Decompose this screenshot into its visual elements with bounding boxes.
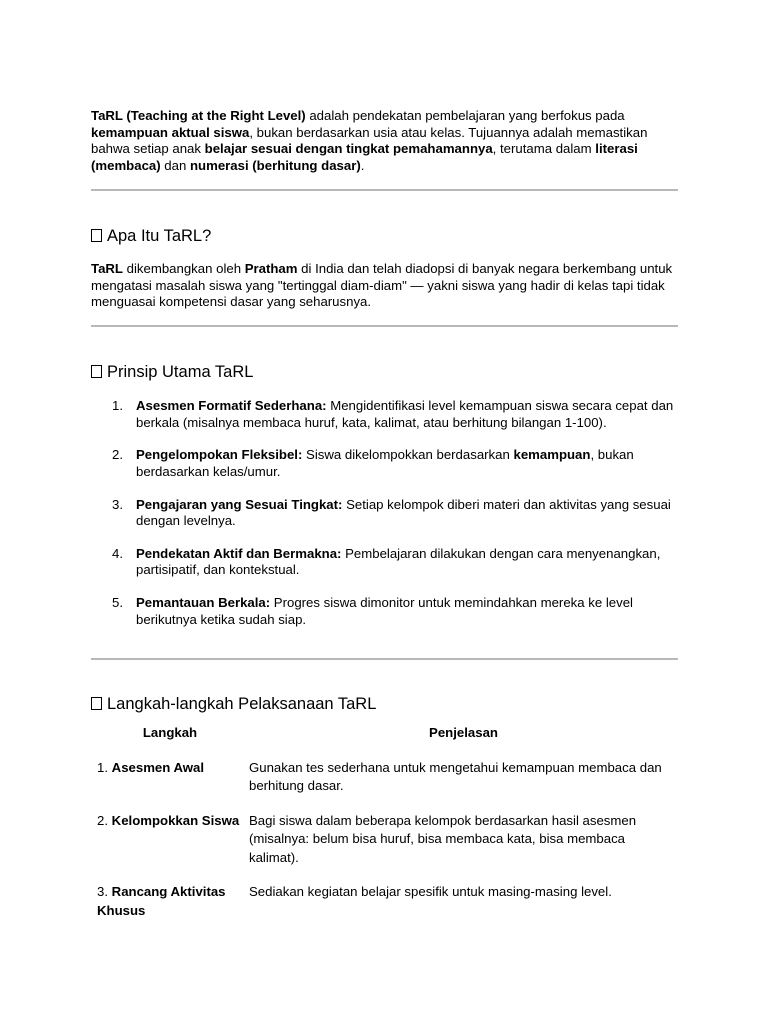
list-item-title: Asesmen Formatif Sederhana: <box>136 398 327 413</box>
divider <box>91 325 678 327</box>
list-item-text: Setiap kelompok diberi materi dan aktivitas yang sesuai dengan levelnya. <box>136 496 671 529</box>
step-name: Kelompokkan Siswa <box>111 812 240 828</box>
divider <box>91 189 678 191</box>
step-number: 1. <box>97 759 112 775</box>
section-heading-text: Langkah-langkah Pelaksanaan TaRL <box>107 695 377 713</box>
intro-text: . <box>360 157 365 173</box>
list-item <box>91 497 678 530</box>
section-heading-prinsip <box>91 362 253 382</box>
section-heading-text: Prinsip Utama TaRL <box>107 363 254 381</box>
list-item <box>91 447 678 480</box>
list-item-title: Pengajaran yang Sesuai Tingkat: <box>136 496 343 512</box>
missing-glyph-icon <box>91 229 102 242</box>
intro-term: TaRL (Teaching at the Right Level) <box>91 108 306 123</box>
list-item-text: Progres siswa dimonitor untuk memindahkan mereka ke level berikutnya ketika sudah siap. <box>136 595 633 627</box>
list-item-number: 5. <box>112 595 123 611</box>
section-heading-langkah <box>91 694 376 714</box>
principles-list <box>91 398 678 644</box>
list-item <box>91 546 678 579</box>
description-cell: Gunakan tes sederhana untuk mengetahui kemampuan membaca dan berhitung dasar. <box>249 759 662 793</box>
intro-emphasis: kemampuan aktual siswa <box>91 124 250 140</box>
divider <box>91 658 678 660</box>
intro-text: , terutama dalam <box>492 141 596 156</box>
section1-text: di India dan telah diadopsi di banyak negara berkembang untuk mengatasi masalah siswa yang "tertinggal diam-diam" — yakni siswa yang hadir di kelas tapi tidak menguasai kompetensi dasar yang seharusnya. <box>91 261 673 309</box>
description-cell: Sediakan kegiatan belajar spesifik untuk masing-masing level. <box>249 884 612 899</box>
column-header-langkah: Langkah <box>142 725 198 740</box>
section-heading-apa-itu <box>91 226 211 246</box>
step-name: Rancang Aktivitas Khusus <box>97 884 226 918</box>
list-item-title: Pengelompokan Fleksibel: <box>136 447 303 463</box>
section1-text: dikembangkan oleh <box>123 261 245 276</box>
steps-table <box>91 724 678 936</box>
list-item-number: 3. <box>112 496 123 512</box>
list-item-text: Siswa dikelompokkan berdasarkan <box>302 447 514 463</box>
step-number: 2. <box>97 812 112 828</box>
section1-paragraph <box>91 261 678 311</box>
column-header-penjelasan: Penjelasan <box>429 725 498 740</box>
list-item-title: Pemantauan Berkala: <box>136 595 271 611</box>
section-heading-text: Apa Itu TaRL? <box>107 227 212 245</box>
table-row <box>91 883 678 936</box>
list-item <box>91 595 678 628</box>
list-item-text: , bukan berdasarkan kelas/umur. <box>136 447 634 479</box>
list-item-text: Mengidentifikasi level kemampuan siswa secara cepat dan berkala (misalnya membaca huruf, kata, kalimat, atau berhitung bilangan 1-100). <box>136 398 674 430</box>
table-row <box>91 759 678 812</box>
missing-glyph-icon <box>91 365 102 378</box>
list-item-text: Pembelajaran dilakukan dengan cara menyenangkan, partisipatif, dan kontekstual. <box>136 545 661 578</box>
step-number: 3. <box>97 884 112 899</box>
intro-text: , bukan berdasarkan usia atau kelas. Tujuannya adalah memastikan bahwa setiap anak <box>91 124 648 156</box>
step-cell <box>91 759 249 812</box>
step-cell <box>91 812 249 884</box>
table-row <box>91 812 678 884</box>
list-item <box>91 398 678 431</box>
intro-text: dan <box>160 157 190 173</box>
list-item-number: 4. <box>112 545 123 561</box>
section1-term: TaRL <box>91 261 123 276</box>
list-item-title: Pendekatan Aktif dan Bermakna: <box>136 545 342 561</box>
missing-glyph-icon <box>91 697 102 710</box>
list-item-number: 1. <box>112 398 123 413</box>
step-cell <box>91 883 249 936</box>
list-item-number: 2. <box>112 447 123 463</box>
section1-org: Pratham <box>244 261 298 276</box>
table-header-row <box>91 724 678 759</box>
intro-paragraph <box>91 108 678 174</box>
intro-emphasis: numerasi (berhitung dasar) <box>189 157 361 173</box>
description-cell: Bagi siswa dalam beberapa kelompok berdasarkan hasil asesmen (misalnya: belum bisa huruf, bisa membaca kata, bisa membaca kalimat). <box>249 812 637 865</box>
intro-emphasis: belajar sesuai dengan tingkat pemahamannya <box>204 141 493 156</box>
intro-text: adalah pendekatan pembelajaran yang berfokus pada <box>305 108 625 123</box>
step-name: Asesmen Awal <box>111 759 205 775</box>
list-item-emphasis: kemampuan <box>513 447 591 463</box>
intro-emphasis: literasi (membaca) <box>91 141 638 173</box>
